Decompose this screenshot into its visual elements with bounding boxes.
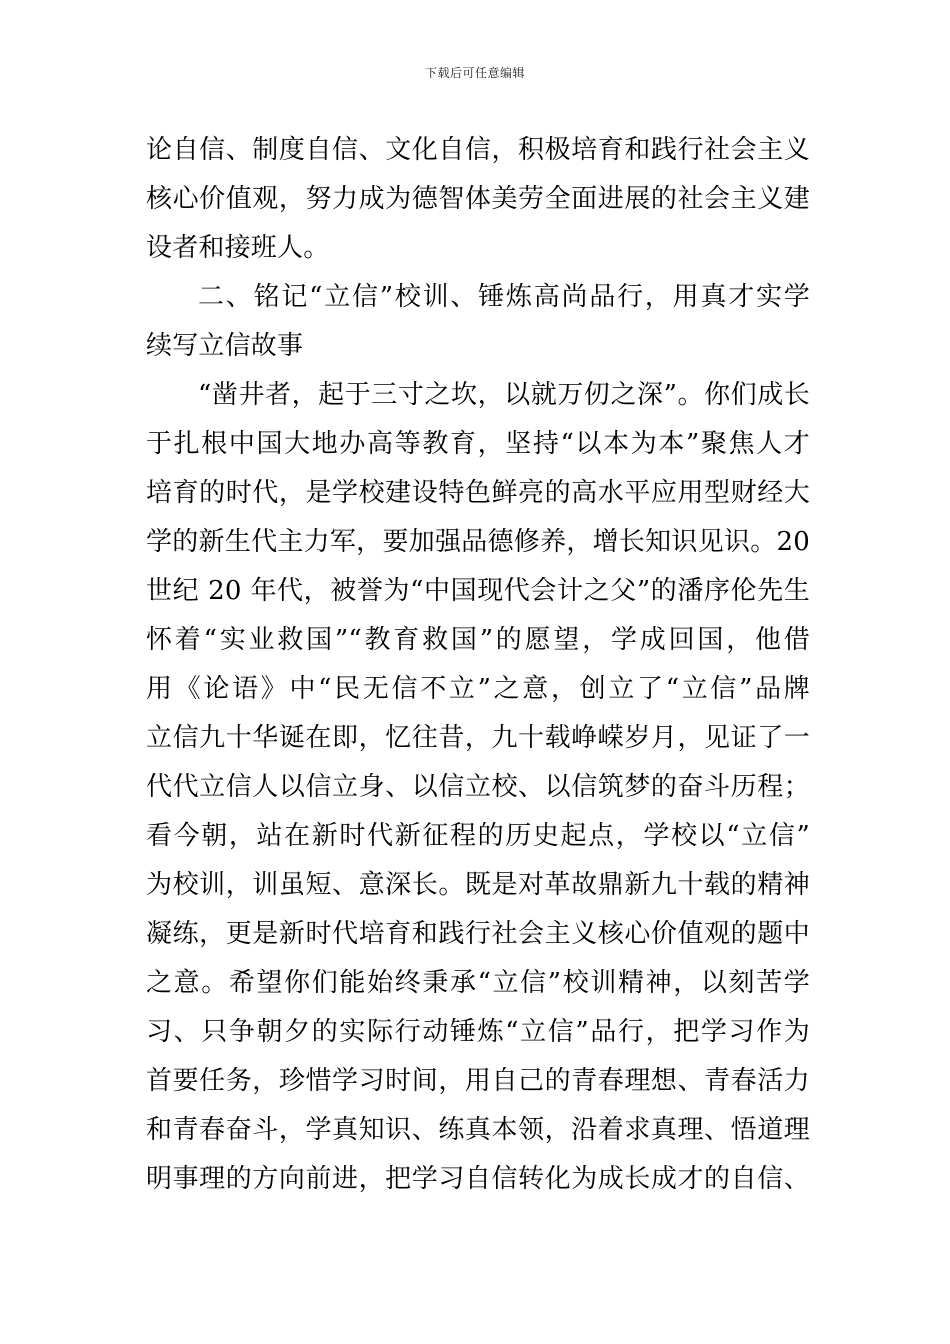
- text-line: 凝练，更是新时代培育和践行社会主义核心价值观的题中: [146, 919, 810, 949]
- text-line: 设者和接班人。: [146, 233, 330, 263]
- text-line: 世纪 20 年代，被誉为“中国现代会计之父”的潘序伦先生: [146, 576, 810, 606]
- text-line: 代代立信人以信立身、以信立校、以信筑梦的奋斗历程；: [146, 772, 810, 802]
- text-line: 于扎根中国大地办高等教育，坚持“以本为本”聚焦人才: [146, 429, 810, 459]
- section-heading-line: 续写立信故事: [146, 331, 304, 361]
- text-line: “凿井者，起于三寸之坎，以就万仞之深”。你们成长: [198, 380, 810, 410]
- text-line: 和青春奋斗，学真知识、练真本领，沿着求真理、悟道理: [146, 1115, 810, 1145]
- text-line: 首要任务，珍惜学习时间，用自己的青春理想、青春活力: [146, 1066, 810, 1096]
- text-line: 怀着“实业救国”“教育救国”的愿望，学成回国，他借: [146, 625, 810, 655]
- text-line: 为校训，训虽短、意深长。既是对革故鼎新九十载的精神: [146, 870, 810, 900]
- text-line: 之意。希望你们能始终秉承“立信”校训精神，以刻苦学: [146, 968, 810, 998]
- text-line: 立信九十华诞在即，忆往昔，九十载峥嵘岁月，见证了一: [146, 723, 810, 753]
- text-line: 看今朝，站在新时代新征程的历史起点，学校以“立信”: [146, 821, 810, 851]
- section-heading-line: 二、铭记“立信”校训、锤炼高尚品行，用真才实学: [198, 282, 810, 312]
- text-line: 用《论语》中“民无信不立”之意，创立了“立信”品牌: [146, 674, 810, 704]
- text-line: 学的新生代主力军，要加强品德修养，增长知识见识。20: [146, 527, 810, 557]
- document-body: [146, 126, 810, 1204]
- text-line: 培育的时代，是学校建设特色鲜亮的高水平应用型财经大: [146, 478, 810, 508]
- text-line: 习、只争朝夕的实际行动锤炼“立信”品行，把学习作为: [146, 1017, 810, 1047]
- text-line: 论自信、制度自信、文化自信，积极培育和践行社会主义: [146, 135, 810, 165]
- text-line: 核心价值观，努力成为德智体美劳全面进展的社会主义建: [146, 184, 810, 214]
- page-header: 下载后可任意编辑: [424, 66, 525, 80]
- text-line: 明事理的方向前进，把学习自信转化为成长成才的自信、: [146, 1164, 810, 1194]
